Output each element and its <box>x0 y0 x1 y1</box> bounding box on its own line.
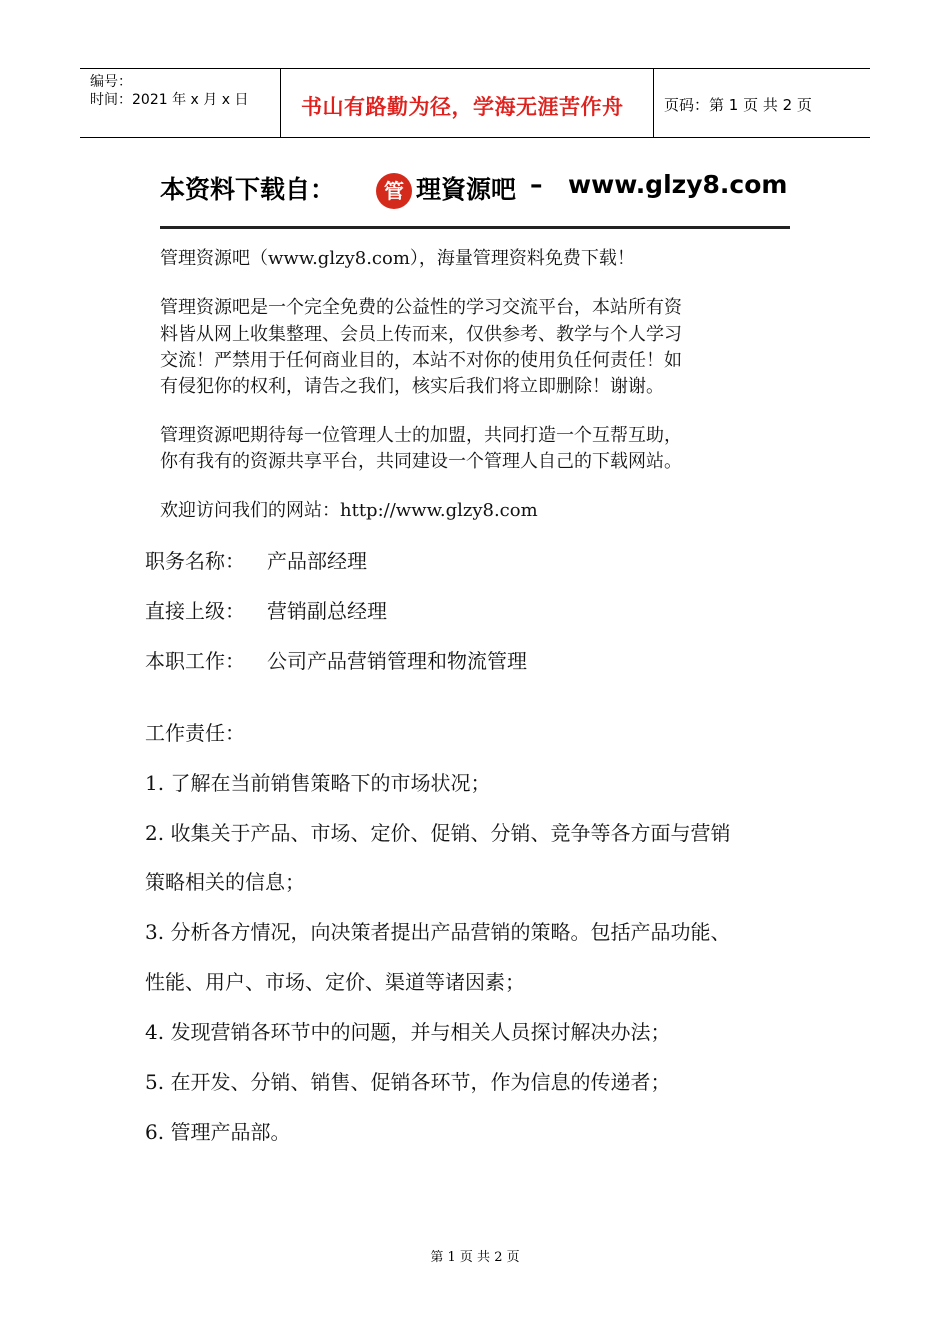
field-value: 营销副总经理 <box>267 599 387 623</box>
header-page-cell <box>654 69 870 137</box>
intro-line: 交流！严禁用于任何商业目的，本站不对你的使用负任何责任！如 <box>160 350 682 371</box>
number-label: 编号： <box>90 74 132 90</box>
duty-line: 5. 在开发、分销、销售、促销各环节，作为信息的传递者； <box>145 1070 671 1094</box>
banner-title: 本资料下载自： <box>160 175 336 204</box>
intro-line: 管理资源吧是一个完全免费的公益性的学习交流平台，本站所有资 <box>160 297 682 318</box>
brand-logo-icon: 管 <box>376 173 412 209</box>
brand-name: 理資源吧 <box>416 175 517 204</box>
field-value: 公司产品营销管理和物流管理 <box>267 649 527 673</box>
header-meta-cell <box>80 69 281 137</box>
field-label: 职务名称： <box>145 549 245 573</box>
banner-url[interactable]: www.glzy8.com <box>568 170 788 199</box>
intro-line: 管理资源吧期待每一位管理人士的加盟，共同打造一个互帮互助， <box>160 425 682 446</box>
field-label: 直接上级： <box>145 599 245 623</box>
header-table <box>80 68 870 138</box>
page-info: 页码：第 1 页 共 2 页 <box>664 96 812 114</box>
field-value: 产品部经理 <box>267 549 367 573</box>
field-row <box>145 545 367 574</box>
duty-line: 6. 管理产品部。 <box>145 1120 291 1144</box>
website-link[interactable]: 欢迎访问我们的网站：http://www.glzy8.com <box>160 500 538 521</box>
field-row <box>145 645 527 674</box>
duty-line: 1. 了解在当前销售策略下的市场状况； <box>145 771 491 795</box>
duty-line: 4. 发现营销各环节中的问题，并与相关人员探讨解决办法； <box>145 1020 671 1044</box>
page-footer: 第 1 页 共 2 页 <box>430 1250 520 1265</box>
header-motto-cell <box>281 69 654 137</box>
banner-divider <box>160 226 790 229</box>
time-label: 时间：2021 年 x 月 x 日 <box>90 92 249 108</box>
duty-line: 2. 收集关于产品、市场、定价、促销、分销、竞争等各方面与营销 <box>145 821 731 845</box>
intro-line: 料皆从网上收集整理、会员上传而来，仅供参考、教学与个人学习 <box>160 324 682 345</box>
duty-line: 性能、用户、市场、定价、渠道等诸因素； <box>145 970 525 994</box>
download-banner <box>160 164 790 232</box>
field-row <box>145 595 387 624</box>
intro-line: 有侵犯你的权利，请告之我们，核实后我们将立即删除！谢谢。 <box>160 376 664 397</box>
duty-line: 3. 分析各方情况，向决策者提出产品营销的策略。包括产品功能、 <box>145 920 731 944</box>
duty-line: 策略相关的信息； <box>145 870 305 894</box>
banner-separator: – <box>530 170 543 199</box>
intro-line: 管理资源吧（www.glzy8.com），海量管理资料免费下载！ <box>160 248 635 269</box>
duties-title: 工作责任： <box>145 721 245 745</box>
field-label: 本职工作： <box>145 649 245 673</box>
intro-line: 你有我有的资源共享平台，共同建设一个管理人自己的下载网站。 <box>160 451 682 472</box>
motto-text: 书山有路勤为径，学海无涯苦作舟 <box>301 95 624 119</box>
